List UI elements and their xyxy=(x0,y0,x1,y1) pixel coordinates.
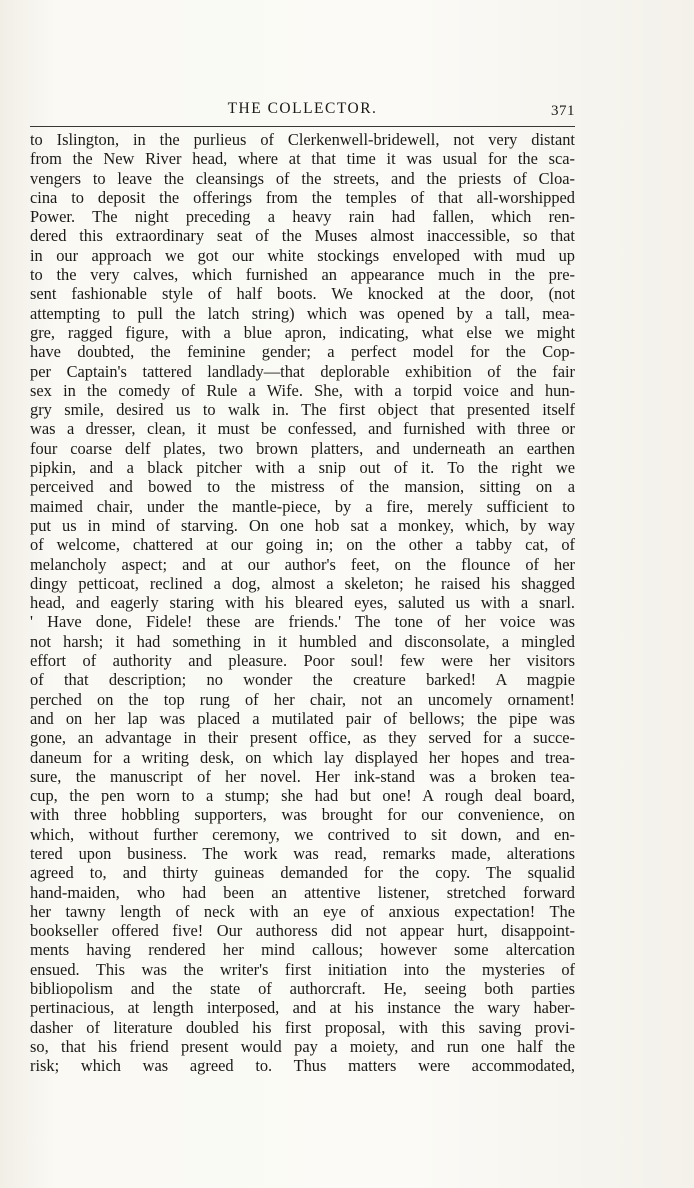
text-line: have doubted, the feminine gender; a perfect model for the Cop- xyxy=(30,342,575,362)
text-line: perceived and bowed to the mistress of the mansion, sitting on a xyxy=(30,477,575,497)
text-line: sure, the manuscript of her novel. Her ink-stand was a broken tea- xyxy=(30,766,575,786)
text-line: with three hobbling supporters, was brought for our convenience, on xyxy=(30,805,575,825)
header-rule xyxy=(30,126,575,127)
text-line: Power. The night preceding a heavy rain had fallen, which ren- xyxy=(30,207,575,227)
text-line: which, without further ceremony, we contrived to sit down, and en- xyxy=(30,824,575,844)
text-line: gre, ragged figure, with a blue apron, indicating, what else we might xyxy=(30,322,575,342)
body-text xyxy=(30,130,575,1076)
text-line: dasher of literature doubled his first proposal, with this saving provi- xyxy=(30,1017,575,1037)
text-line: per Captain's tattered landlady—that deplorable exhibition of the fair xyxy=(30,361,575,381)
text-line: to Islington, in the purlieus of Clerkenwell-bridewell, not very distant xyxy=(30,130,575,149)
text-line: daneum for a writing desk, on which lay displayed her hopes and trea- xyxy=(30,747,575,767)
text-line: ments having rendered her mind callous; however some altercation xyxy=(30,940,575,960)
page-header xyxy=(30,100,575,126)
text-line: was a dresser, clean, it must be confessed, and furnished with three or xyxy=(30,419,575,439)
text-line: dingy petticoat, reclined a dog, almost a skeleton; he raised his shagged xyxy=(30,573,575,593)
text-line: pertinacious, at length interposed, and at his instance the wary haber- xyxy=(30,998,575,1018)
text-line: perched on the top rung of her chair, not an uncomely ornament! xyxy=(30,689,575,709)
text-line: to the very calves, which furnished an appearance much in the pre- xyxy=(30,265,575,285)
text-line: vengers to leave the cleansings of the streets, and the priests of Cloa- xyxy=(30,168,575,188)
text-line: effort of authority and pleasure. Poor soul! few were her visitors xyxy=(30,651,575,671)
text-line: head, and eagerly staring with his bleared eyes, saluted us with a snarl. xyxy=(30,593,575,613)
text-line: cina to deposit the offerings from the temples of that all-worshipped xyxy=(30,187,575,207)
text-line: four coarse delf plates, two brown platters, and underneath an earthen xyxy=(30,438,575,458)
text-line: of welcome, chattered at our going in; on the other a tabby cat, of xyxy=(30,535,575,555)
text-line: ensued. This was the writer's first initiation into the mysteries of xyxy=(30,959,575,979)
text-line: and on her lap was placed a mutilated pair of bellows; the pipe was xyxy=(30,708,575,728)
text-line: agreed to, and thirty guineas demanded for the copy. The squalid xyxy=(30,863,575,883)
text-line: risk; which was agreed to. Thus matters were accommodated, xyxy=(30,1056,575,1076)
text-line: pipkin, and a black pitcher with a snip out of it. To the right we xyxy=(30,458,575,478)
text-line: sex in the comedy of Rule a Wife. She, with a torpid voice and hun- xyxy=(30,380,575,400)
text-line: melancholy aspect; and at our author's feet, on the flounce of her xyxy=(30,554,575,574)
running-head: THE COLLECTOR. xyxy=(227,100,378,117)
text-line: dered this extraordinary seat of the Muses almost inaccessible, so that xyxy=(30,226,575,246)
text-line: from the New River head, where at that time it was usual for the sca- xyxy=(30,149,575,169)
text-line: bibliopolism and the state of authorcraft. He, seeing both parties xyxy=(30,979,575,999)
text-line: tered upon business. The work was read, remarks made, alterations xyxy=(30,843,575,863)
text-line: cup, the pen worn to a stump; she had but one! A rough deal board, xyxy=(30,786,575,806)
text-line: hand-maiden, who had been an attentive listener, stretched forward xyxy=(30,882,575,902)
text-line: put us in mind of starving. On one hob sat a monkey, which, by way xyxy=(30,515,575,535)
text-line: attempting to pull the latch string) which was opened by a tall, mea- xyxy=(30,303,575,323)
text-line: not harsh; it had something in it humbled and disconsolate, a mingled xyxy=(30,631,575,651)
page-number: 371 xyxy=(551,103,575,119)
text-line: gry smile, desired us to walk in. The first object that presented itself xyxy=(30,400,575,420)
text-line: gone, an advantage in their present office, as they served for a succe- xyxy=(30,728,575,748)
text-line: bookseller offered five! Our authoress did not appear hurt, disappoint- xyxy=(30,921,575,941)
text-line: maimed chair, under the mantle-piece, by a fire, merely sufficient to xyxy=(30,496,575,516)
text-line: so, that his friend present would pay a moiety, and run one half the xyxy=(30,1036,575,1056)
text-line: sent fashionable style of half boots. We knocked at the door, (not xyxy=(30,284,575,304)
text-line: her tawny length of neck with an eye of anxious expectation! The xyxy=(30,901,575,921)
text-line: in our approach we got our white stockings enveloped with mud up xyxy=(30,245,575,265)
text-line: of that description; no wonder the creature barked! A magpie xyxy=(30,670,575,690)
text-line: ' Have done, Fidele! these are friends.' The tone of her voice was xyxy=(30,612,575,632)
